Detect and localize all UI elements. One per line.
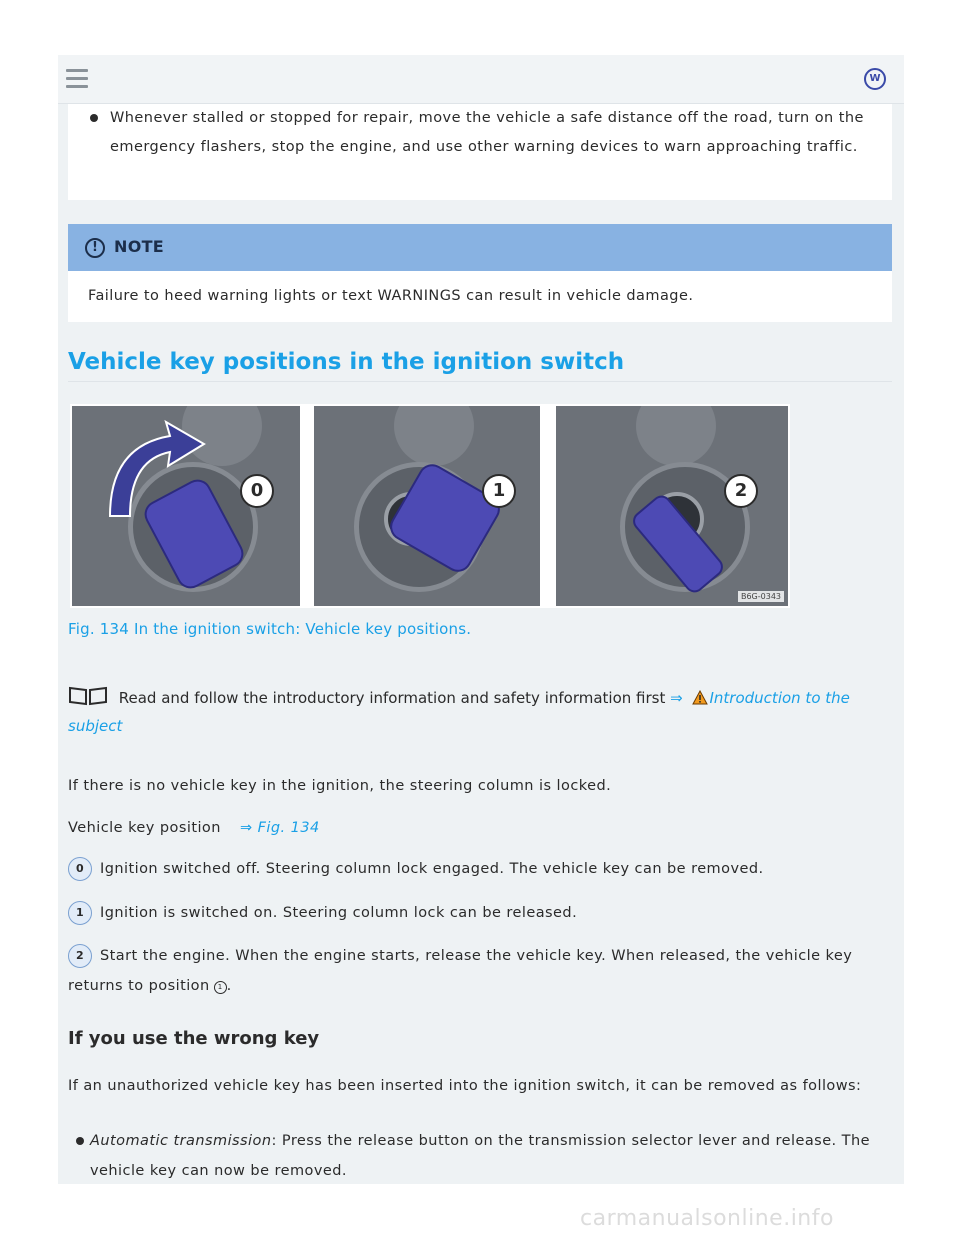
position-0-icon: 0 <box>68 857 92 881</box>
figure-panel-1 <box>314 406 540 606</box>
ignition-figure <box>70 404 790 608</box>
position-1-text: Ignition is switched on. Steering column lock can be released. <box>100 905 578 921</box>
position-0-text: Ignition switched off. Steering column lock engaged. The vehicle key can be removed. <box>100 861 764 877</box>
intro-arrow[interactable]: ⇒ <box>670 689 683 707</box>
top-bar <box>58 55 904 104</box>
note-text: Failure to heed warning lights or text WARNINGS can result in vehicle damage. <box>88 288 694 304</box>
paragraph-unauthorized: If an unauthorized vehicle key has been inserted into the ignition switch, it can be removed as follows: <box>68 1078 862 1094</box>
position-badge-0: 0 <box>240 474 274 508</box>
figure-link[interactable]: ⇒ Fig. 134 <box>239 820 320 836</box>
position-badge-1: 1 <box>482 474 516 508</box>
figure-panel-2 <box>556 406 788 606</box>
position-2-icon: 2 <box>68 944 92 968</box>
warning-box <box>68 104 892 200</box>
position-row-2: 2 Start the engine. When the engine starts, release the vehicle key. When released, the vehicle key returns to position 1 . <box>68 941 892 1001</box>
positions-intro <box>68 820 320 836</box>
position-2-text: Start the engine. When the engine starts, release the vehicle key. When released, the vehicle key returns to position <box>68 948 853 994</box>
exclamation-circle-icon: ! <box>85 238 105 258</box>
figure-code: B6G-0343 <box>738 591 784 602</box>
positions-label: Vehicle key position <box>68 820 221 836</box>
section-title: Vehicle key positions in the ignition switch <box>68 349 892 382</box>
figure-panel-0 <box>72 406 300 606</box>
wrong-key-heading: If you use the wrong key <box>68 1028 320 1049</box>
brand-logo[interactable]: W <box>864 68 886 90</box>
note-header <box>68 224 892 271</box>
automatic-bullet <box>90 1126 880 1186</box>
intro-text: Read and follow the introductory information and safety information first <box>114 689 666 707</box>
automatic-text: : Press the release button on the transmission selector lever and release. The vehicle key can now be removed. <box>90 1133 870 1179</box>
bullet-dot-icon <box>76 1137 84 1145</box>
bullet-dot-icon <box>90 114 98 122</box>
paragraph-no-key: If there is no vehicle key in the ignition, the steering column is locked. <box>68 778 612 794</box>
note-label: NOTE <box>114 237 165 256</box>
menu-icon[interactable] <box>66 69 88 89</box>
warning-bullet-text: Whenever stalled or stopped for repair, move the vehicle a safe distance off the road, turn on the emergency flashers, stop the engine, and use other warning devices to warn approaching traffic. <box>110 110 864 155</box>
intro-link[interactable]: Introduction to the subject <box>68 689 850 735</box>
book-icon <box>68 686 108 706</box>
figure-caption: Fig. 134 In the ignition switch: Vehicle key positions. <box>68 620 472 638</box>
warning-triangle-icon <box>692 690 708 705</box>
warning-bullet <box>90 104 870 162</box>
automatic-label: Automatic transmission <box>90 1133 272 1149</box>
content-area <box>58 104 904 1184</box>
position-row-0 <box>68 854 892 884</box>
position-ref-icon: 1 <box>214 981 227 994</box>
position-badge-2: 2 <box>724 474 758 508</box>
position-1-icon: 1 <box>68 901 92 925</box>
position-row-1 <box>68 898 892 928</box>
intro-paragraph <box>68 684 892 740</box>
watermark: carmanualsonline.info <box>580 1206 834 1231</box>
note-box <box>68 224 892 322</box>
turn-arrow-icon <box>100 416 210 526</box>
